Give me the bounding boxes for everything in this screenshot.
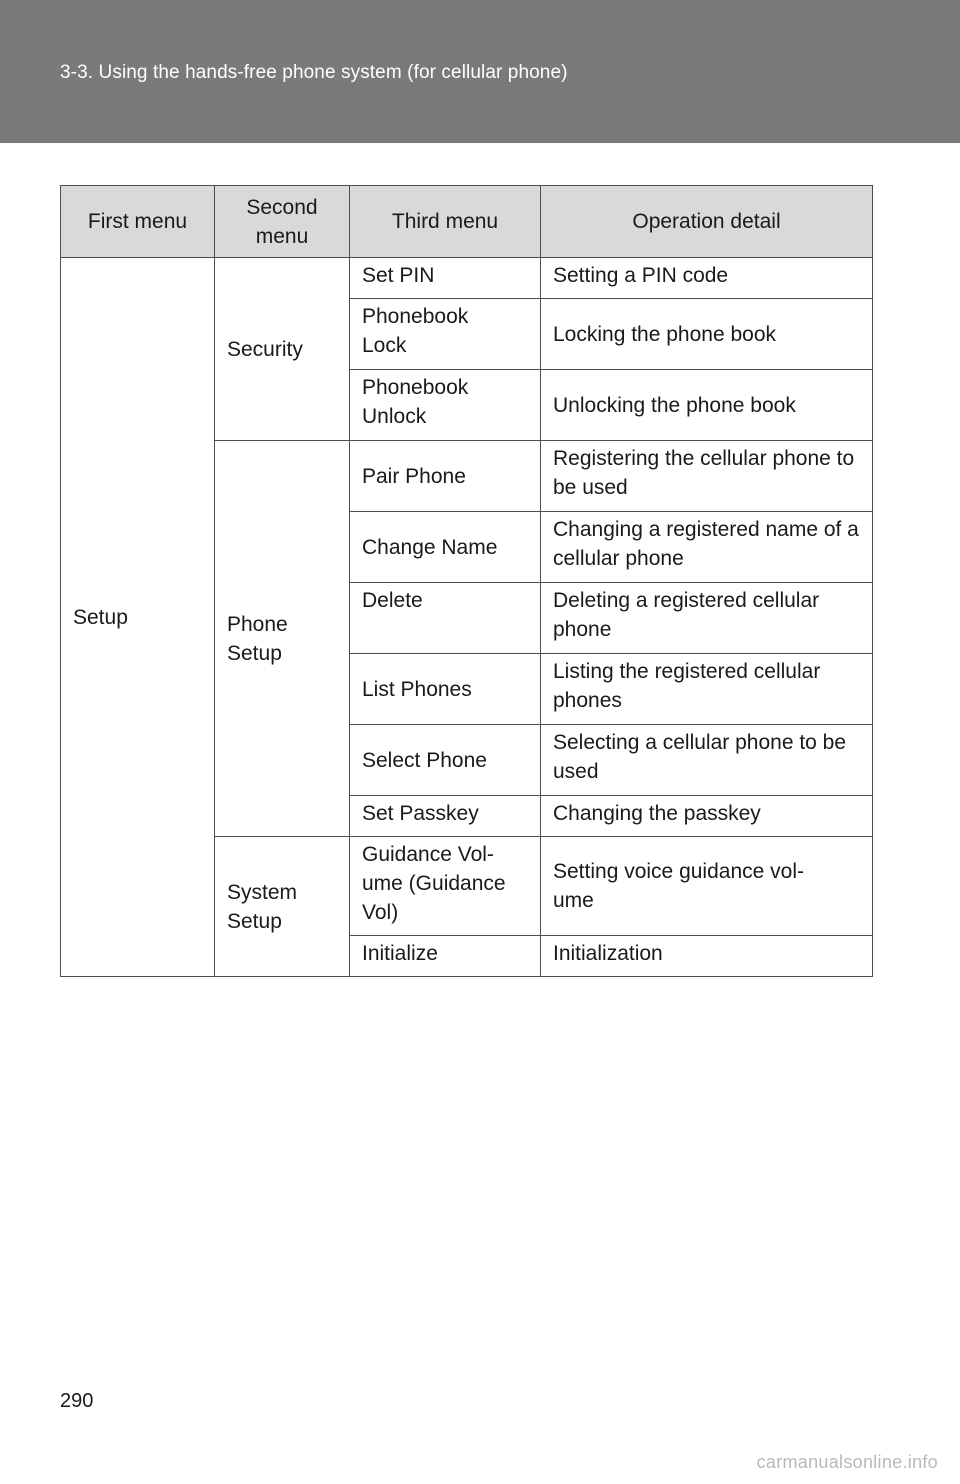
third-menu-text: List Phones xyxy=(362,677,472,701)
detail-text: Listing the registered cellular phones xyxy=(553,660,821,712)
detail-cell xyxy=(541,654,873,725)
detail-text: Unlocking the phone book xyxy=(553,393,796,417)
col-header-third-menu: Third menu xyxy=(350,186,541,258)
detail-cell xyxy=(541,936,873,977)
third-menu-text: Set PIN xyxy=(362,264,435,287)
header-band xyxy=(0,0,960,143)
col-header-second-menu: Second menu xyxy=(215,186,350,258)
third-menu-cell xyxy=(350,837,541,936)
detail-cell xyxy=(541,837,873,936)
third-menu-cell xyxy=(350,299,541,370)
third-menu-text: Phonebook Unlock xyxy=(362,376,469,428)
watermark-text: carmanualsonline.info xyxy=(756,1452,938,1472)
detail-text: Changing the passkey xyxy=(553,802,761,825)
detail-text: Locking the phone book xyxy=(553,322,777,346)
third-menu-cell xyxy=(350,725,541,796)
col-header-operation-detail: Operation detail xyxy=(541,186,873,258)
col-header-first-menu: First menu xyxy=(61,186,215,258)
third-menu-cell xyxy=(350,796,541,837)
third-menu-text: Initialize xyxy=(362,942,438,965)
third-menu-cell xyxy=(350,370,541,441)
detail-text: Initialization xyxy=(553,942,663,965)
detail-cell xyxy=(541,441,873,512)
detail-text: Setting voice guidance vol-ume xyxy=(553,860,804,912)
detail-text: Setting a PIN code xyxy=(553,264,729,287)
third-menu-cell xyxy=(350,583,541,654)
third-menu-cell xyxy=(350,512,541,583)
detail-cell xyxy=(541,512,873,583)
detail-cell xyxy=(541,370,873,441)
section-title: 3-3. Using the hands-free phone system (for cellular phone) xyxy=(60,62,568,83)
third-menu-text: Pair Phone xyxy=(362,464,466,488)
third-menu-cell xyxy=(350,258,541,299)
first-menu-cell: Setup xyxy=(61,258,215,977)
table-row xyxy=(61,258,873,299)
third-menu-text: Set Passkey xyxy=(362,802,479,825)
detail-cell xyxy=(541,796,873,837)
detail-cell xyxy=(541,258,873,299)
detail-cell xyxy=(541,299,873,370)
menu-table xyxy=(60,185,873,977)
third-menu-text: Select Phone xyxy=(362,748,487,772)
second-menu-cell xyxy=(215,441,350,837)
detail-text: Deleting a registered cellular phone xyxy=(553,589,820,641)
second-menu-text: System Setup xyxy=(227,880,298,933)
detail-text: Selecting a cellular phone to be used xyxy=(553,731,847,783)
table-header-row xyxy=(61,186,873,258)
detail-cell xyxy=(541,725,873,796)
second-menu-text: Phone Setup xyxy=(227,612,288,665)
third-menu-text: Guidance Vol-ume (Guidance Vol) xyxy=(362,843,506,924)
detail-cell xyxy=(541,583,873,654)
third-menu-cell xyxy=(350,936,541,977)
third-menu-text: Phonebook Lock xyxy=(362,305,469,357)
third-menu-text: Change Name xyxy=(362,535,498,559)
second-menu-cell xyxy=(215,837,350,977)
page-number: 290 xyxy=(60,1390,94,1412)
third-menu-cell xyxy=(350,654,541,725)
second-menu-cell: Security xyxy=(215,258,350,441)
third-menu-cell xyxy=(350,441,541,512)
third-menu-text: Delete xyxy=(362,589,423,612)
detail-text: Registering the cellular phone to be used xyxy=(553,447,855,499)
detail-text: Changing a registered name of a cellular phone xyxy=(553,518,859,570)
